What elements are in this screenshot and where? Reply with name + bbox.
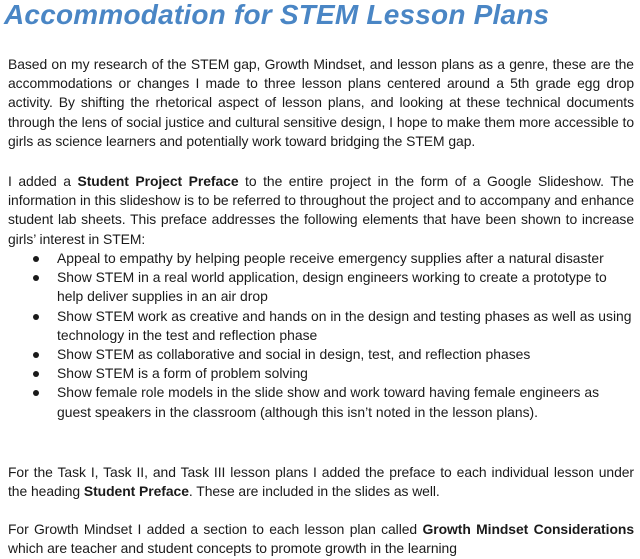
growth-text-after: which are teacher and student concepts to promote growth in the learning [8, 540, 457, 557]
task-paragraph [8, 463, 634, 501]
task-text-after: . These are included in the slides as well. [188, 483, 440, 500]
bullet-item [0, 383, 634, 421]
preface-paragraph [8, 172, 634, 249]
growth-mindset-paragraph [8, 520, 634, 558]
bullet-item [0, 268, 634, 306]
bullet-text: Show female role models in the slide show and work toward having female engineers as guest speakers in the classroom (although this isn’t noted in the lesson plans). [57, 384, 600, 420]
bullet-list [0, 249, 634, 422]
bullet-text: Appeal to empathy by helping people receive emergency supplies after a natural disaster [57, 250, 604, 266]
bullet-item [0, 249, 634, 268]
bullet-dot-icon [33, 371, 39, 377]
growth-text-before: For Growth Mindset I added a section to each lesson plan called [8, 521, 423, 537]
bullet-item [0, 345, 634, 364]
bullet-dot-icon [33, 256, 39, 262]
task-bold-term: Student Preface [83, 483, 189, 500]
bullet-dot-icon [33, 352, 39, 358]
preface-text-after: to the entire project in the form of a Google Slideshow. The information in this slideshow is to be referred to throughout the project and to accompany and enhance student lab sheets. This preface addresses the following elements that have been shown to increase girls’ interest in STEM: [8, 173, 634, 247]
bullet-item [0, 364, 634, 383]
bullet-dot-icon [33, 275, 39, 281]
bullet-dot-icon [33, 314, 39, 320]
task-text-before: For the Task I, Task II, and Task III lesson plans I added the preface to each individual lesson under the heading [8, 464, 634, 500]
bullet-dot-icon [33, 390, 39, 396]
preface-text-before: I added a [8, 173, 78, 189]
bullet-item [0, 307, 634, 345]
preface-bold-term: Student Project Preface [77, 173, 239, 189]
bullet-text: Show STEM as collaborative and social in design, test, and reflection phases [57, 346, 531, 363]
bullet-text: Show STEM work as creative and hands on in the design and testing phases as well as using technology in the test and reflection phase [57, 307, 632, 343]
bullet-text: Show STEM is a form of problem solving [57, 365, 308, 382]
intro-paragraph: Based on my research of the STEM gap, Growth Mindset, and lesson plans as a genre, these are the accommodations or changes I made to three lesson plans centered around a 5th grade egg drop activity. By shifting the rhetorical aspect of lesson plans, and looking at these technical documents through the lens of social justice and cultural sensitive design, I hope to make them more accessible to girls as science learners and potentially work toward bridging the STEM gap. [8, 56, 634, 149]
page-title: Accommodation for STEM Lesson Plans [4, 0, 550, 30]
bullet-text: Show STEM in a real world application, design engineers working to create a prototype to help deliver supplies in an air drop [57, 269, 607, 305]
growth-bold-term: Growth Mindset Considerations [422, 521, 634, 537]
